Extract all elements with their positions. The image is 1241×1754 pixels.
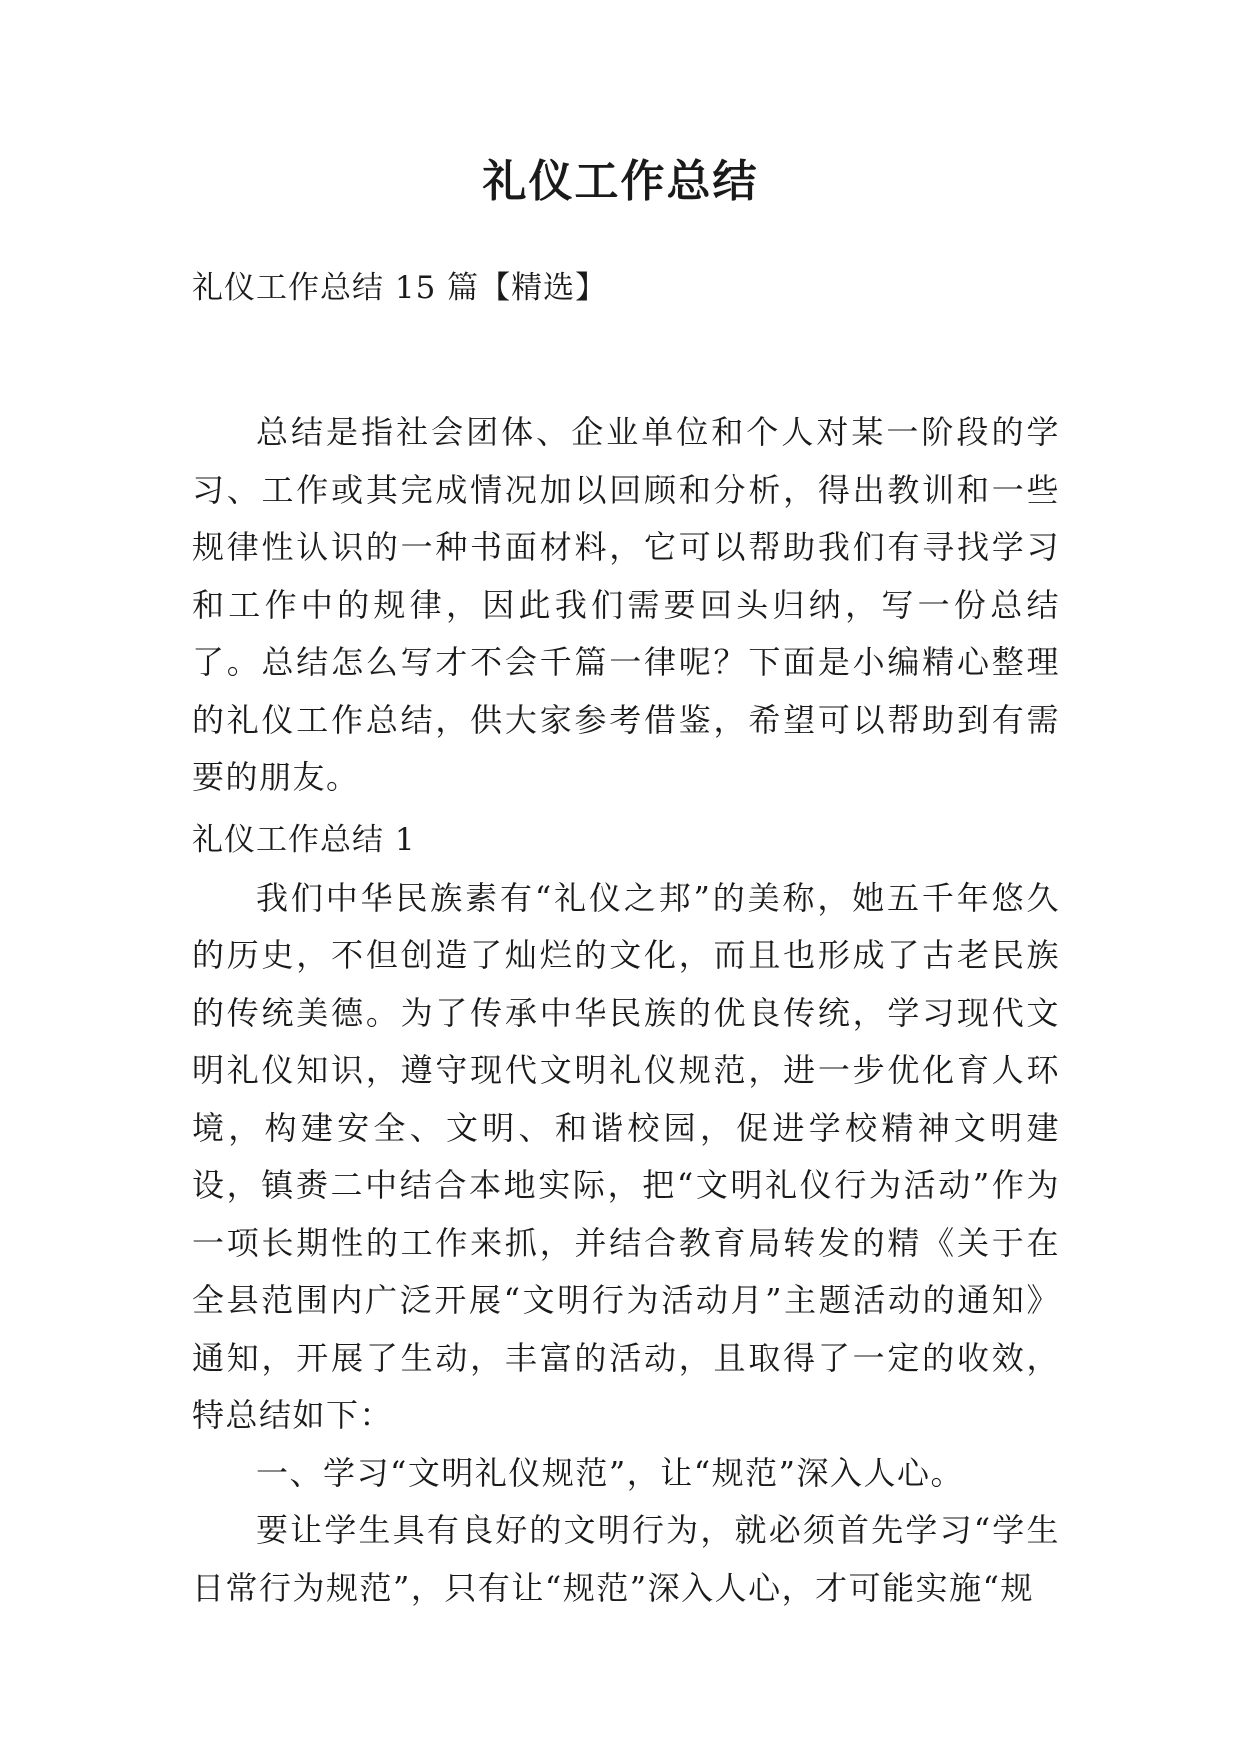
section-1-paragraph-2: 要让学生具有良好的文明行为，就必须首先学习“学生日常行为规范”，只有让“规范”深入人心，才可能实施“规 [192,1511,1060,1607]
document-title: 礼仪工作总结 [482,156,759,207]
section-1 [192,812,1060,1617]
section-1-paragraph-1: 我们中华民族素有“礼仪之邦”的美称，她五千年悠久的历史，不但创造了灿烂的文化，而且也形成了古老民族的传统美德。为了传承中华民族的优良传统，学习现代文明礼仪知识，遵守现代文明礼仪规范，进一步优化育人环境，构建安全、文明、和谐校园，促进学校精神文明建设，镇赉二中结合本地实际，把“文明礼仪行为活动”作为一项长期性的工作来抓，并结合教育局转发的精《关于在全县范围内广泛开展“文明行为活动月”主题活动的通知》通知，开展了生动，丰富的活动，且取得了一定的收效，特总结如下： [192,878,1060,1434]
section-1-heading: 礼仪工作总结 1 [192,822,416,858]
section-1-point-1: 一、学习“文明礼仪规范”，让“规范”深入人心。 [256,1453,964,1492]
intro-section [192,404,1060,807]
document-subtitle: 礼仪工作总结 15 篇【精选】 [192,270,608,306]
intro-paragraph: 总结是指社会团体、企业单位和个人对某一阶段的学习、工作或其完成情况加以回顾和分析，得出教训和一些规律性认识的一种书面材料，它可以帮助我们有寻找学习和工作中的规律，因此我们需要回头归纳，写一份总结了。总结怎么写才不会千篇一律呢？下面是小编精心整理的礼仪工作总结，供大家参考借鉴，希望可以帮助到有需要的朋友。 [192,413,1060,796]
